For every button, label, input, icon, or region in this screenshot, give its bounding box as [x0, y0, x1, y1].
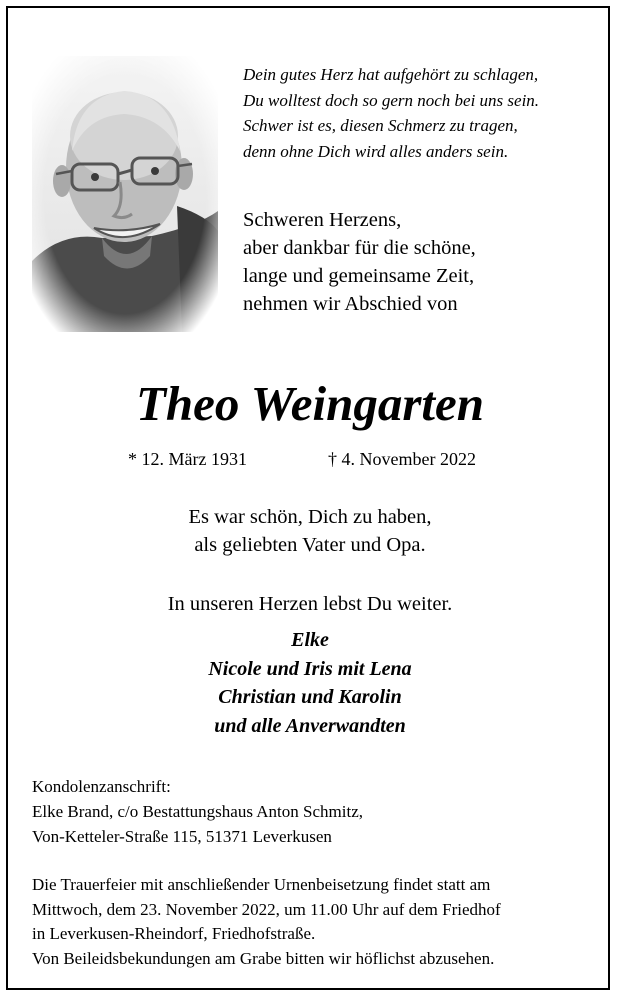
- ceremony-line: Von Beileidsbekundungen am Grabe bitten wir höflichst abzusehen.: [32, 948, 495, 968]
- ceremony-line: in Leverkusen-Rheindorf, Friedhofstraße.: [32, 924, 316, 943]
- ceremony-line: Mittwoch, dem 23. November 2022, um 11.00 Uhr auf dem Friedhof: [32, 899, 501, 919]
- poem: [243, 62, 603, 164]
- address-line: Elke Brand, c/o Bestattungshaus Anton Schmitz,: [32, 802, 363, 821]
- poem-line: Schwer ist es, diesen Schmerz zu tragen,: [243, 116, 518, 135]
- intro-line: aber dankbar für die schöne,: [243, 237, 476, 259]
- intro-line: Schweren Herzens,: [243, 209, 402, 231]
- deceased-name: Theo Weingarten: [135, 376, 485, 431]
- signer-line: Nicole und Iris mit Lena: [208, 657, 412, 680]
- farewell-intro: [243, 206, 603, 318]
- ceremony-line: Die Trauerfeier mit anschließender Urnenbeisetzung findet statt am: [32, 875, 491, 894]
- death-date: † 4. November 2022: [328, 449, 476, 469]
- ceremony-info: [32, 873, 592, 971]
- condolence-address: [32, 774, 592, 849]
- signer-line: und alle Anverwandten: [214, 714, 406, 737]
- poem-line: Du wolltest doch so gern noch bei uns sein.: [243, 90, 540, 110]
- poem-line: denn ohne Dich wird alles anders sein.: [243, 141, 509, 161]
- signers: [0, 626, 620, 740]
- closing-line: als geliebten Vater und Opa.: [194, 534, 426, 556]
- signer-line: Christian und Karolin: [218, 686, 402, 708]
- address-line: Kondolenzanschrift:: [32, 777, 171, 796]
- portrait-photo: [32, 56, 218, 332]
- address-line: Von-Ketteler-Straße 115, 51371 Leverkusen: [32, 827, 332, 846]
- closing-words: [0, 503, 620, 559]
- closing-line: Es war schön, Dich zu haben,: [188, 506, 432, 528]
- signer-line: Elke: [291, 629, 329, 651]
- intro-line: lange und gemeinsame Zeit,: [243, 265, 475, 287]
- intro-line: nehmen wir Abschied von: [243, 293, 458, 315]
- motto: In unseren Herzen lebst Du weiter.: [167, 593, 453, 615]
- poem-line: Dein gutes Herz hat aufgehört zu schlagen,: [243, 65, 539, 84]
- birth-date: * 12. März 1931: [128, 449, 247, 469]
